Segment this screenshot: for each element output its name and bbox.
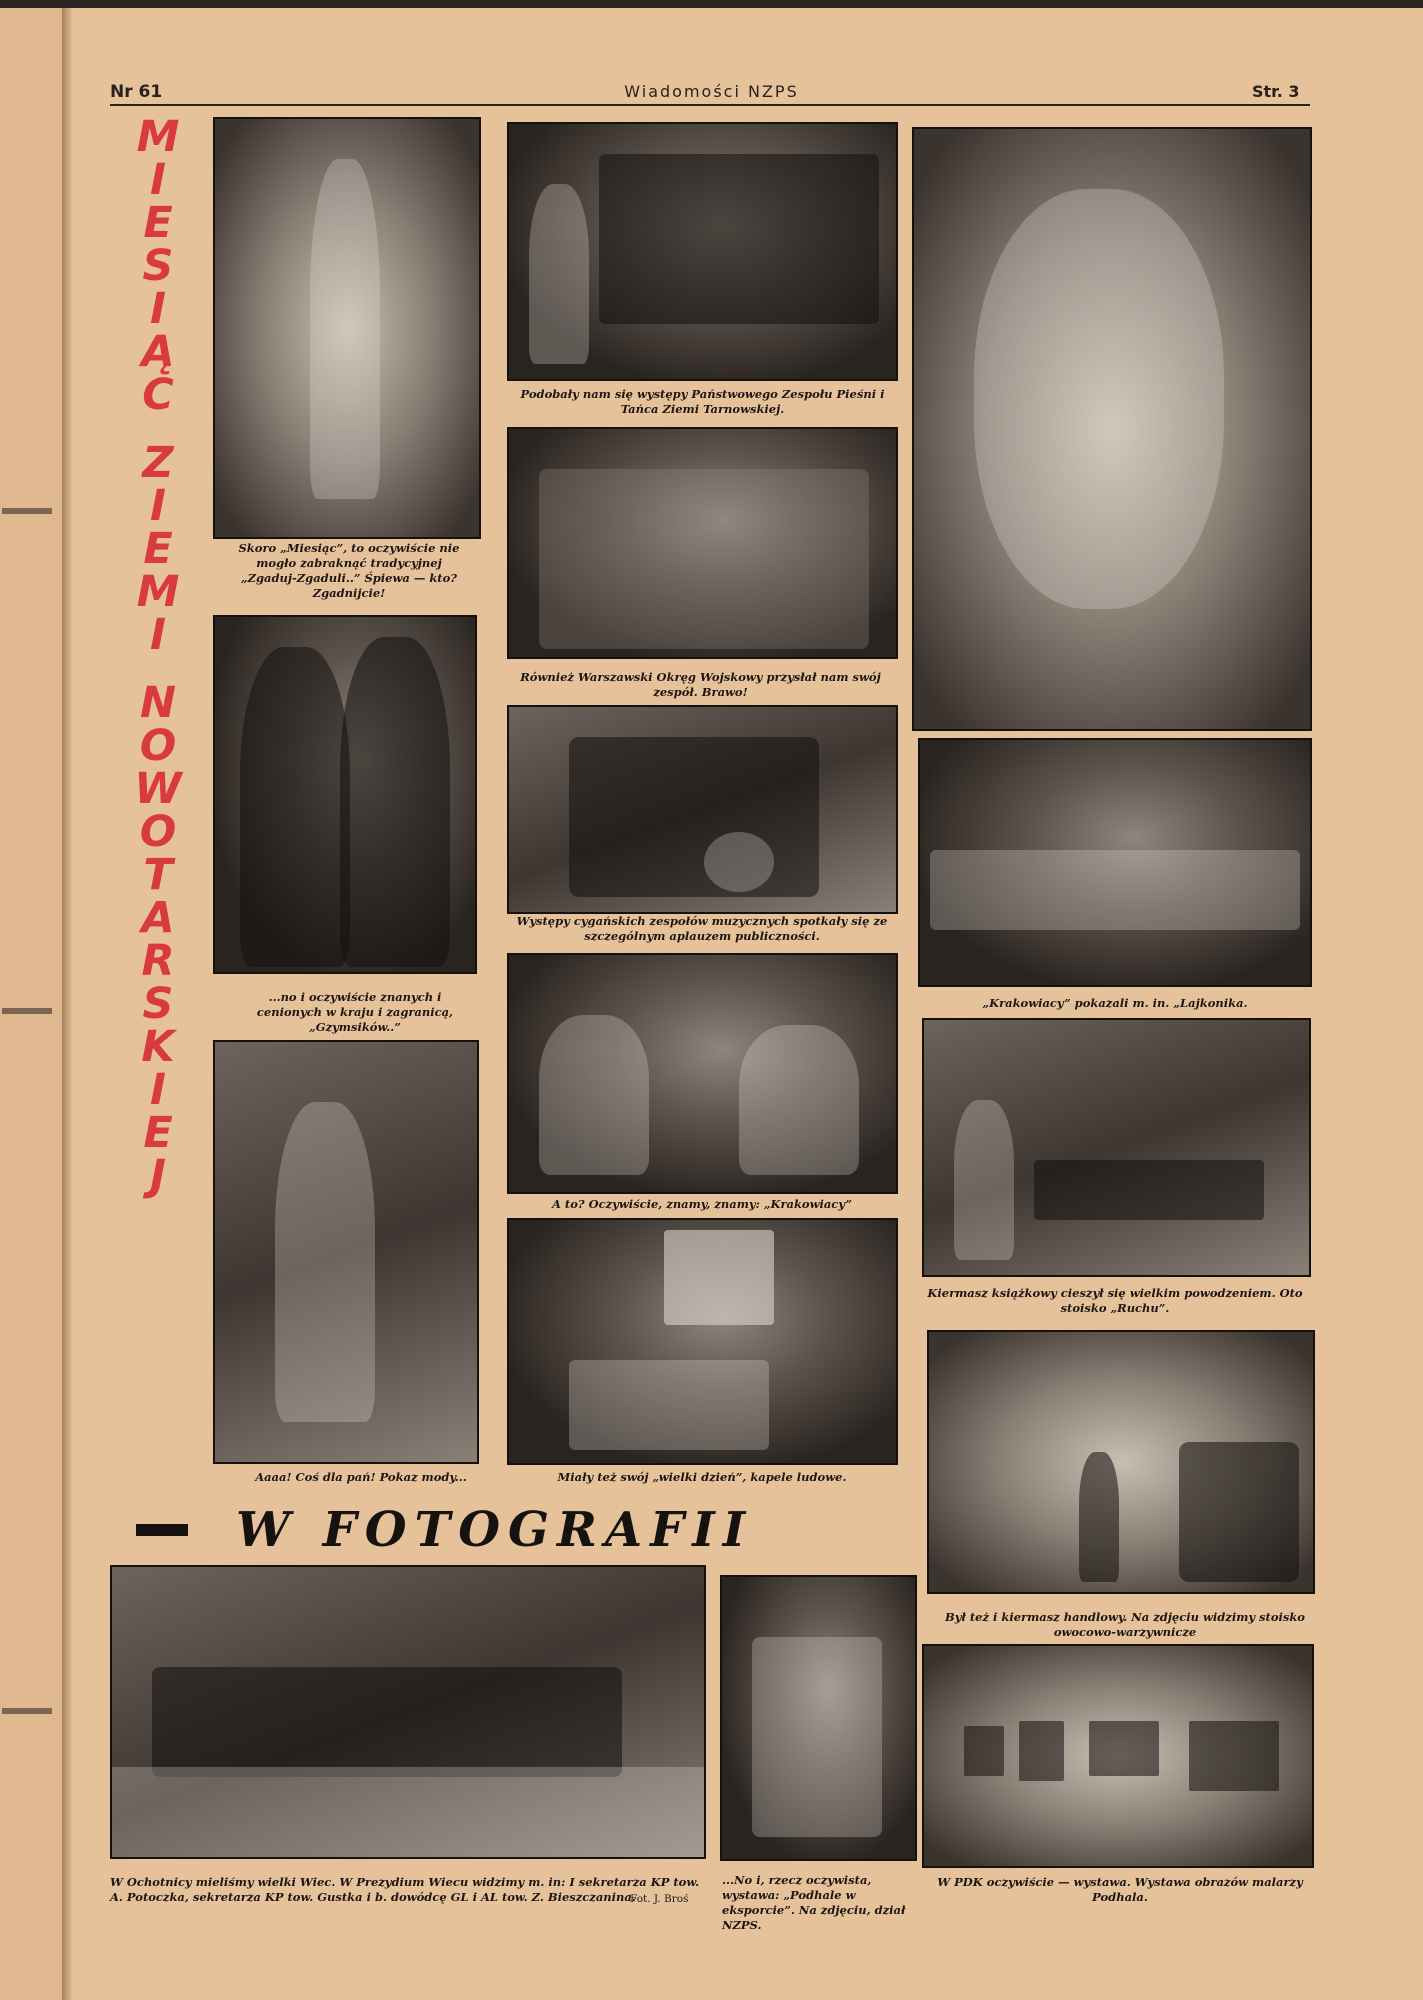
caption-singer: Skoro „Miesiąc”, to oczywiście nie mogło zabraknąć tradycyjnej „Zgaduj-Zgaduli..” Śpiewa — kto? Zgadnijcie!	[238, 541, 460, 600]
caption-market: Był też i kiermasz handlowy. Na zdjęciu widzimy stoisko owocowo-warzywnicze	[945, 1610, 1305, 1639]
page-gutter	[62, 8, 72, 2000]
photo-export-exhibit	[720, 1575, 917, 1861]
caption-books: Kiermasz książkowy cieszył się wielkim powodzeniem. Oto stoisko „Ruchu”.	[927, 1286, 1303, 1315]
adjacent-page-strip	[0, 8, 64, 2000]
headline-letter: M	[136, 567, 180, 617]
headline-letter: Z	[142, 438, 174, 488]
headline-letter: Ą	[141, 327, 175, 377]
headline-letter: I	[150, 155, 166, 205]
caption-gypsy: Występy cygańskich zespołów muzycznych spotkały się ze szczególnym aplauzem publiczności.	[516, 914, 888, 943]
headline-letter: E	[143, 198, 173, 248]
caption-pdk: W PDK oczywiście — wystawa. Wystawa obrazów malarzy Podhala.	[937, 1875, 1303, 1904]
photo-comedians	[213, 615, 477, 974]
photo-rally	[110, 1565, 706, 1859]
header-rule	[110, 104, 1310, 106]
vertical-headline	[118, 112, 198, 1201]
headline-letter: T	[143, 850, 173, 900]
headline-subtitle: W FOTOGRAFII	[236, 1502, 754, 1558]
headline-letter: K	[141, 1022, 175, 1072]
headline-letter: S	[142, 241, 174, 291]
photo-dancers	[912, 127, 1312, 731]
headline-letter: I	[150, 481, 166, 531]
photo-lajkonik	[918, 738, 1312, 987]
photo-fashion-show	[213, 1040, 479, 1464]
headline-letter: I	[150, 610, 166, 660]
photo-credit-rally: Fot. J. Broś	[630, 1893, 689, 1905]
photo-singer	[213, 117, 481, 539]
issue-number: Nr 61	[110, 82, 163, 102]
headline-letter: A	[141, 893, 175, 943]
caption-fashion: Aaaa! Coś dla pań! Pokaz mody...	[255, 1470, 467, 1484]
photo-pdk-exhibition	[922, 1644, 1314, 1868]
photo-gypsy-band	[507, 705, 898, 914]
photo-choir	[507, 122, 898, 381]
caption-choir: Podobały nam się występy Państwowego Zespołu Pieśni i Tańca Ziemi Tarnowskiej.	[520, 387, 885, 416]
caption-folk-bands: Miały też swój „wielki dzień”, kapele ludowe.	[557, 1470, 847, 1484]
headline-dash	[136, 1524, 188, 1536]
caption-comedians: ...no i oczywiście znanych i cenionych w kraju i zagranicą, „Gzymsików..”	[256, 990, 454, 1034]
photo-military-ensemble	[507, 427, 898, 659]
photo-folk-bands	[507, 1218, 898, 1465]
headline-letter: O	[139, 807, 177, 857]
caption-krakowiacy: A to? Oczywiście, znamy, znamy: „Krakowiacy”	[551, 1197, 853, 1211]
photo-krakowiacy-dance	[507, 953, 898, 1194]
headline-letter: I	[150, 1065, 166, 1115]
photo-book-fair	[922, 1018, 1311, 1277]
photo-market	[927, 1330, 1315, 1594]
headline-letter: I	[150, 284, 166, 334]
caption-exhibit: ...No i, rzecz oczywista, wystawa: „Podhale w eksporcie”. Na zdjęciu, dział NZPS.	[722, 1873, 906, 1932]
headline-letter: E	[143, 524, 173, 574]
headline-letter: O	[139, 721, 177, 771]
headline-letter: E	[143, 1108, 173, 1158]
headline-letter: M	[136, 112, 180, 162]
caption-lajkonik: „Krakowiacy” pokazali m. in. „Lajkonika.	[982, 996, 1248, 1010]
headline-letter: R	[141, 936, 175, 986]
headline-letter: N	[140, 678, 176, 728]
caption-military: Również Warszawski Okręg Wojskowy przysłał nam swój zespół. Brawo!	[520, 670, 881, 699]
headline-letter: S	[142, 979, 174, 1029]
headline-letter: W	[134, 764, 182, 814]
page-number: Str. 3	[1252, 82, 1300, 101]
caption-rally: W Ochotnicy mieliśmy wielki Wiec. W Prezydium Wiecu widzimy m. in: I sekretarza KP tow. A. Potoczka, sekretarza KP tow. Gustka i b. dowódcę GL i AL tow. Z. Bieszczanina.	[110, 1875, 700, 1904]
headline-letter: J	[150, 1151, 166, 1201]
headline-letter: C	[142, 370, 174, 420]
newspaper-title: Wiadomości NZPS	[624, 82, 799, 101]
